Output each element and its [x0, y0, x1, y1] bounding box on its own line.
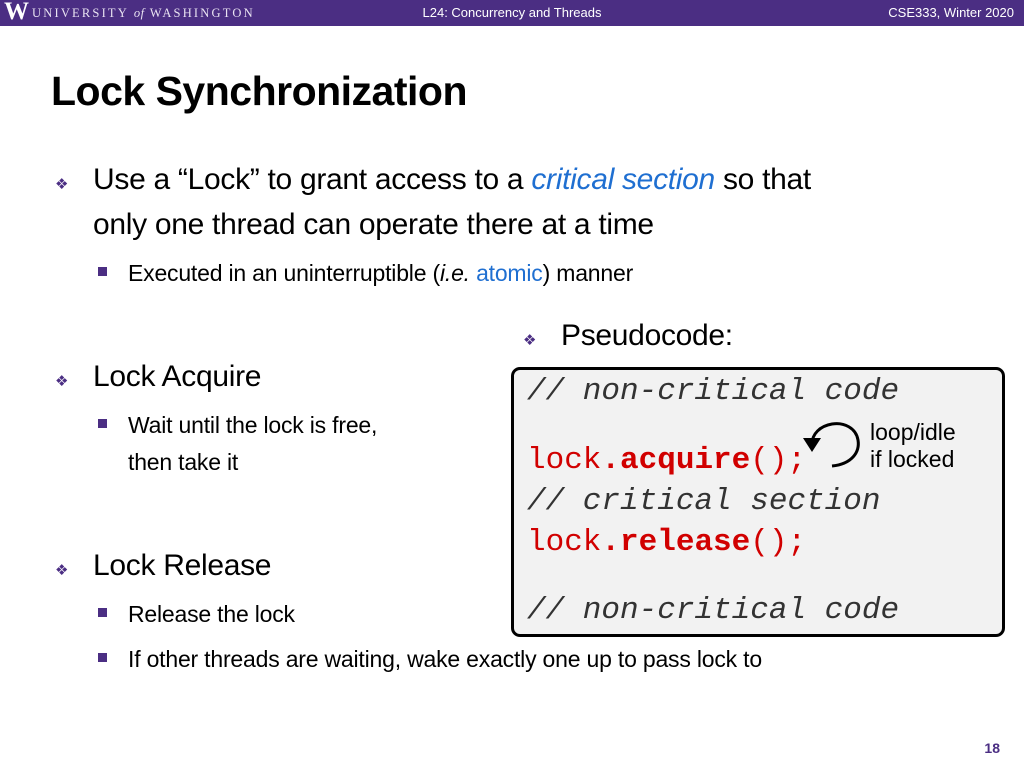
header-bar	[0, 0, 1024, 26]
diamond-bullet-icon: ❖	[55, 373, 69, 390]
university-name: UNIVERSITY of WASHINGTON	[32, 6, 255, 20]
uw-logo: W	[4, 0, 29, 25]
loop-arrow-icon	[800, 418, 866, 470]
diamond-bullet-icon: ❖	[55, 562, 69, 579]
annotation-loop-idle: loop/idle	[870, 419, 956, 445]
square-bullet-icon	[98, 608, 107, 617]
bullet-critical-section-line2: only one thread can operate there at a time	[93, 208, 654, 241]
diamond-bullet-icon: ❖	[55, 176, 69, 193]
page-number: 18	[984, 740, 1000, 756]
code-lock-acquire: lock.acquire();	[527, 443, 807, 478]
annotation-if-locked: if locked	[870, 446, 955, 472]
pseudocode-label: Pseudocode:	[561, 319, 733, 352]
square-bullet-icon	[98, 419, 107, 428]
square-bullet-icon	[98, 267, 107, 276]
sub-bullet-wait: Wait until the lock is free,	[128, 412, 378, 438]
square-bullet-icon	[98, 653, 107, 662]
sub-bullet-wake: If other threads are waiting, wake exactly one up to pass lock to	[128, 646, 762, 672]
critical-section-term: critical section	[531, 163, 715, 196]
course-label: CSE333, Winter 2020	[888, 5, 1014, 20]
bullet-critical-section: Use a “Lock” to grant access to a critical section so that	[93, 163, 811, 196]
sub-bullet-wait-line2: then take it	[128, 449, 239, 475]
sub-bullet-atomic: Executed in an uninterruptible (i.e. atomic) manner	[128, 260, 634, 286]
lecture-title: L24: Concurrency and Threads	[422, 5, 602, 20]
slide-title: Lock Synchronization	[51, 68, 467, 114]
code-comment-noncritical-bottom: // non-critical code	[527, 593, 900, 628]
code-comment-noncritical-top: // non-critical code	[527, 374, 900, 409]
sub-bullet-release: Release the lock	[128, 601, 295, 627]
code-lock-release: lock.release();	[527, 525, 807, 560]
code-comment-critical: // critical section	[527, 484, 881, 519]
bullet-lock-release: Lock Release	[93, 549, 272, 582]
diamond-bullet-icon: ❖	[523, 332, 537, 349]
bullet-lock-acquire: Lock Acquire	[93, 360, 262, 393]
